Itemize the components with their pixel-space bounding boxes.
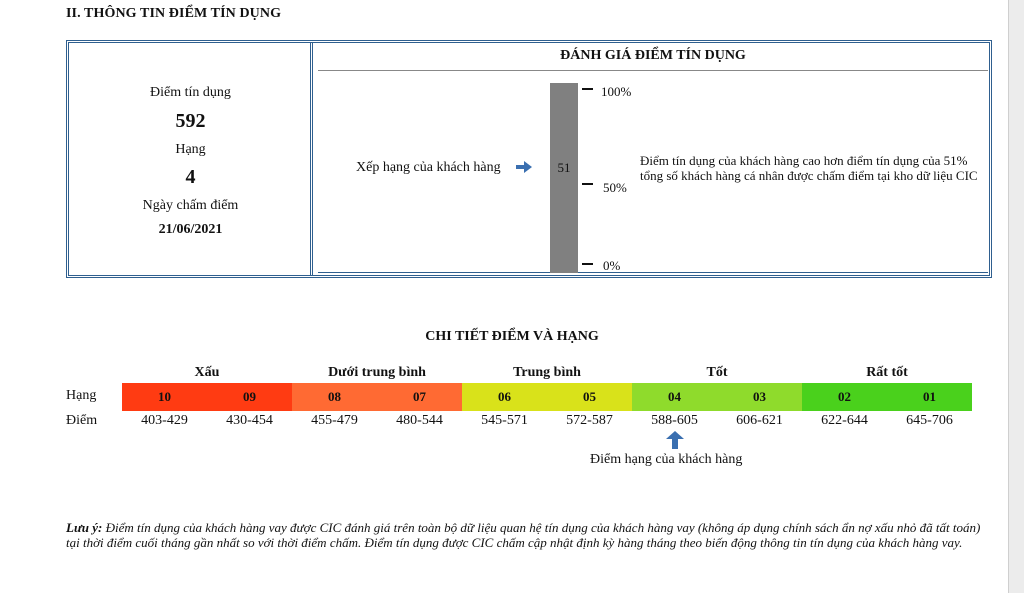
footnote-lead: Lưu ý:	[66, 520, 103, 535]
score-range: 606-621	[736, 413, 783, 428]
score-range: 622-644	[821, 413, 868, 428]
score-range: 403-429	[141, 413, 188, 428]
percentile-gauge	[550, 83, 578, 273]
rank-value: 4	[185, 166, 196, 188]
arrow-up-icon	[666, 431, 684, 449]
score-range: 545-571	[481, 413, 528, 428]
tick-label-100: 100%	[601, 84, 632, 99]
rank-cell: 08	[292, 383, 377, 411]
percentile-description: Điểm tín dụng của khách hàng cao hơn điểm tín dụng của 51% tổng số khách hàng cá nhân được chấm điểm tại kho dữ liệu CIC	[640, 153, 978, 183]
rank-cell: 01	[887, 383, 972, 411]
evaluation-bottom-line	[318, 272, 988, 273]
evaluation-header: ĐÁNH GIÁ ĐIỂM TÍN DỤNG	[560, 48, 746, 63]
group-label-good: Tốt	[706, 365, 728, 380]
score-range: 480-544	[396, 413, 443, 428]
group-label-bad: Xấu	[194, 365, 220, 380]
group-label-average: Trung bình	[513, 365, 581, 380]
customer-marker-label: Điểm hạng của khách hàng	[590, 452, 743, 467]
score-date: 21/06/2021	[158, 222, 223, 237]
group-label-below-average: Dưới trung bình	[328, 365, 426, 380]
rank-cell: 02	[802, 383, 887, 411]
tick-50	[582, 183, 593, 185]
score-range: 455-479	[311, 413, 358, 428]
tick-label-50: 50%	[603, 180, 627, 195]
rank-cell: 10	[122, 383, 207, 411]
rank-cell: 06	[462, 383, 547, 411]
footnote	[66, 520, 986, 550]
rank-cell: 03	[717, 383, 802, 411]
gauge-value: 51	[557, 160, 571, 175]
arrow-right-icon	[516, 161, 532, 173]
score-range: 430-454	[226, 413, 273, 428]
tick-0	[582, 263, 593, 265]
page-scroll-margin	[1009, 0, 1024, 593]
date-label: Ngày chấm điểm	[142, 198, 239, 213]
rank-row-label: Hạng	[66, 388, 97, 403]
score-value: 592	[175, 110, 206, 132]
score-row-label: Điểm	[66, 413, 98, 428]
customer-rank-text: Xếp hạng của khách hàng	[356, 160, 501, 175]
rank-cell: 09	[207, 383, 292, 411]
section-title: II. THÔNG TIN ĐIỂM TÍN DỤNG	[66, 6, 282, 21]
footnote-text: Điểm tín dụng của khách hàng vay được CIC đánh giá trên toàn bộ dữ liệu quan hệ tín dụng của khách hàng vay (không áp dụng chính sách ẩn nợ xấu nhỏ đã tất toán) tại thời điểm cuối tháng gần nhất so với thời điểm chấm. Điểm tín dụng được CIC chấm cập nhật định kỳ hàng tháng theo biến động thông tin tín dụng của khách hàng vay.	[66, 520, 981, 550]
group-label-very-good: Rất tốt	[866, 365, 908, 380]
rank-cell: 05	[547, 383, 632, 411]
score-range: 645-706	[906, 413, 953, 428]
detail-title: CHI TIẾT ĐIỂM VÀ HẠNG	[425, 329, 599, 344]
score-label: Điểm tín dụng	[150, 85, 231, 100]
rank-label: Hạng	[175, 142, 206, 157]
evaluation-header-divider	[318, 70, 988, 71]
rank-cell: 07	[377, 383, 462, 411]
rank-cell: 04	[632, 383, 717, 411]
score-range: 572-587	[566, 413, 613, 428]
score-summary-cell	[68, 42, 313, 276]
score-range: 588-605	[651, 413, 698, 428]
tick-label-0: 0%	[603, 258, 621, 273]
tick-100	[582, 88, 593, 90]
